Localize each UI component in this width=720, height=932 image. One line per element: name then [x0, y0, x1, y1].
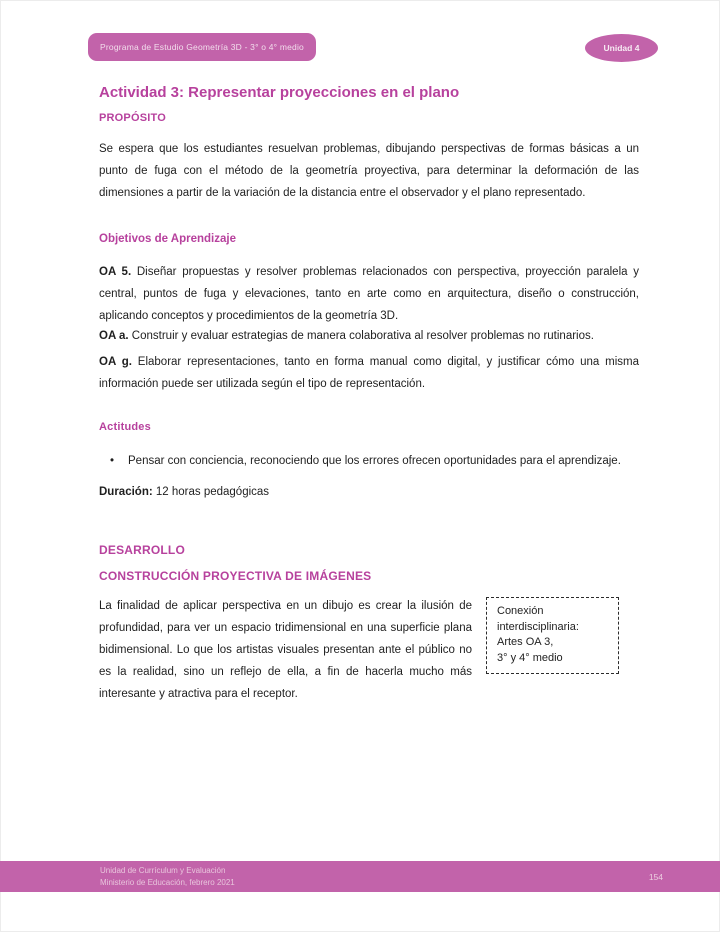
page-number: 154	[648, 871, 663, 882]
construccion-heading: CONSTRUCCIÓN PROYECTIVA DE IMÁGENES	[99, 569, 372, 583]
objetivos-heading: Objetivos de Aprendizaje	[99, 233, 236, 245]
proposito-heading: PROPÓSITO	[99, 112, 166, 124]
page-title: Actividad 3: Representar proyecciones en el plano	[99, 84, 460, 101]
footer-line-2: Ministerio de Educación, febrero 2021	[100, 877, 235, 887]
actitudes-heading: Actitudes	[99, 421, 151, 433]
oa-item-a-label: OA a.	[99, 330, 129, 342]
program-ribbon-label: Programa de Estudio Geometría 3D - 3° o 4° medio	[100, 42, 304, 52]
footer-credits	[100, 865, 235, 888]
duracion-line	[99, 486, 639, 498]
oa-item-g-label: OA g.	[99, 356, 132, 368]
oa-item-a-text: Construir y evaluar estrategias de manera colaborativa al resolver problemas no rutinarios.	[128, 330, 594, 342]
proposito-paragraph: Se espera que los estudiantes resuelvan problemas, dibujando perspectivas de formas básicas a un punto de fuga con el método de la geometría proyectiva, para determinar la deformación de las dimensiones a partir de la variación de la distancia entre el observador y el plano representado.	[99, 143, 639, 199]
unit-badge-label: Unidad 4	[603, 43, 640, 53]
desarrollo-heading: DESARROLLO	[99, 543, 185, 557]
construccion-text: La finalidad de aplicar perspectiva en un dibujo es crear la ilusión de profundidad, para ver un espacio tridimensional en una superficie plana bidimensional. Lo que los artistas visuales presentan ante el público no es la realidad, sino un reflejo de ella, a fin de hacerla mucho más interesante y atractiva para el receptor.	[99, 600, 472, 700]
duracion-value: 12 horas pedagógicas	[152, 486, 270, 498]
actitudes-bullet-item	[99, 453, 639, 469]
oa-item-g-text: Elaborar representaciones, tanto en forma manual como digital, y justificar cómo una misma información puede ser utilizada según el tipo de representación.	[99, 356, 640, 390]
conexion-line: 3° y 4° medio	[497, 651, 563, 664]
conexion-line: Artes OA 3,	[497, 636, 554, 648]
duracion-label: Duración:	[99, 486, 153, 498]
conexion-line: interdisciplinaria:	[497, 620, 579, 633]
unit-badge	[585, 34, 658, 62]
footer-bar	[0, 861, 720, 892]
oa-item-5	[99, 261, 639, 327]
oa-item-5-text: Diseñar propuestas y resolver problemas relacionados con perspectiva, proyección paralela y central, puntos de fuga y elevaciones, tanto en arte como en arquitectura, diseño o construcción, aplicando conceptos y procedimientos de la geometría 3D.	[99, 266, 639, 322]
program-ribbon	[88, 33, 316, 61]
construccion-paragraph	[99, 595, 639, 705]
oa-item-a	[99, 325, 639, 347]
conexion-line: Conexión	[497, 605, 544, 617]
actitudes-bullet-text: Pensar con conciencia, reconociendo que los errores ofrecen oportunidades para el aprendizaje.	[128, 455, 621, 467]
footer-line-1: Unidad de Currículum y Evaluación	[100, 866, 226, 875]
conexion-interdisciplinaria-box	[486, 597, 619, 674]
bullet-icon: •	[110, 455, 115, 467]
oa-item-g	[99, 351, 639, 395]
oa-item-5-label: OA 5.	[99, 266, 132, 278]
